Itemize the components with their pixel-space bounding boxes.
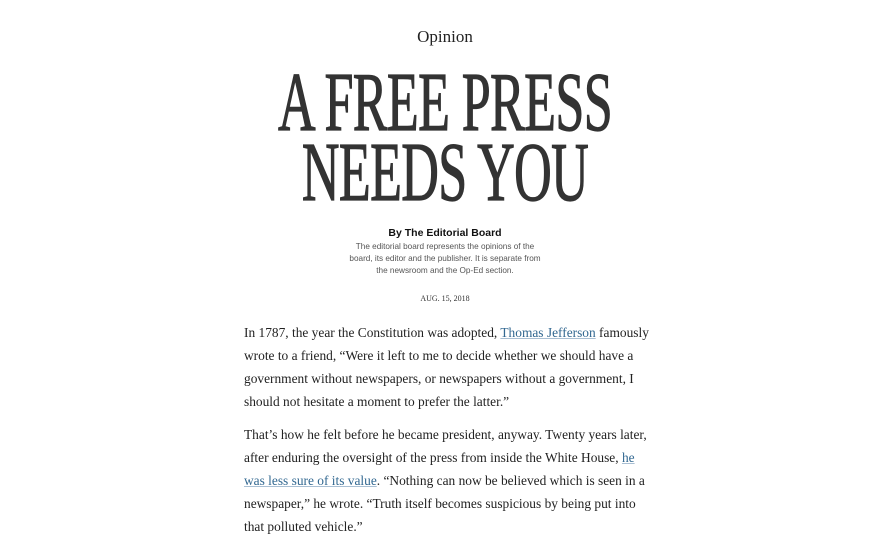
article-body — [244, 321, 649, 548]
thomas-jefferson-link[interactable]: Thomas Jefferson — [500, 325, 596, 340]
paragraph-1-text-a: In 1787, the year the Constitution was adopted, — [244, 325, 501, 340]
paragraph-1-text-b: famously wrote to a friend, “Were it left to me to decide whether we should have a government without newspapers, or newspapers without a government, I should not hesitate a moment to prefer the latter.” — [244, 325, 649, 409]
publish-date: AUG. 15, 2018 — [420, 294, 470, 303]
headline — [0, 56, 890, 219]
byline-description: The editorial board represents the opinions of the board, its editor and the publisher. It is separate from the newsroom and the Op-Ed section. — [349, 242, 541, 275]
byline: By The Editorial Board — [388, 227, 502, 239]
headline-line-2: NEEDS YOU — [301, 126, 589, 219]
less-sure-of-value-link[interactable]: he was less sure of its value — [244, 450, 635, 488]
paragraph-2-text-a: That’s how he felt before he became president, anyway. Twenty years later, after enduring the oversight of the press from inside the White House, — [244, 427, 647, 465]
headline-line-1: A FREE PRESS — [277, 56, 613, 149]
section-label-opinion[interactable]: Opinion — [417, 27, 473, 46]
paragraph-2-text-b: . “Nothing can now be believed which is seen in a newspaper,” he wrote. “Truth itself becomes suspicious by being put into that polluted vehicle.” — [244, 473, 645, 534]
paragraph-2 — [244, 423, 649, 538]
paragraph-1 — [244, 321, 649, 413]
